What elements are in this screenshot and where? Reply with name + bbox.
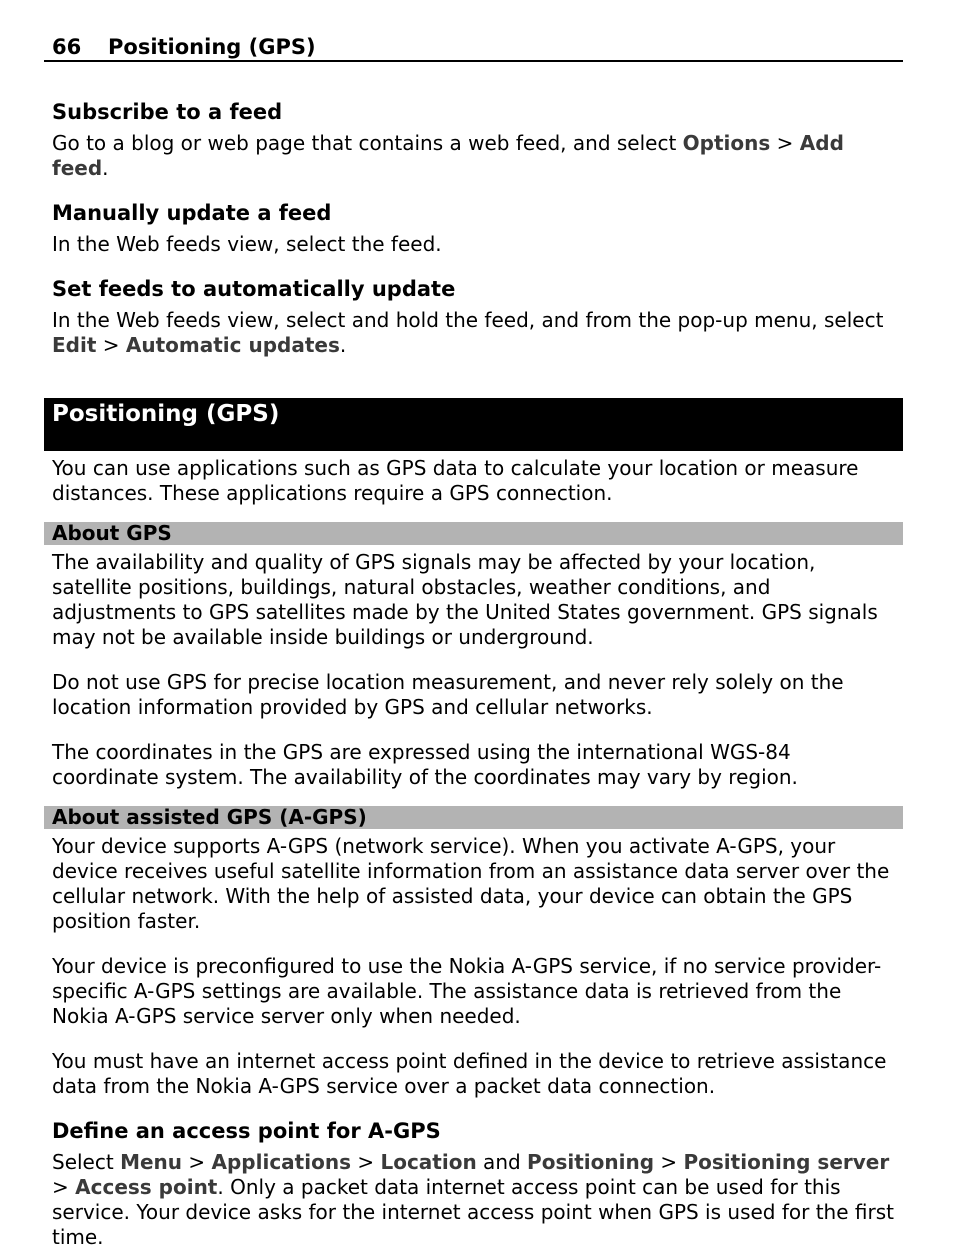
section-title: Positioning (GPS) — [44, 398, 903, 451]
page-number: 66 — [52, 35, 82, 59]
applications-ref: Applications — [211, 1150, 351, 1174]
about-agps-paragraph: You must have an internet access point defined in the device to retrieve assistance data from the Nokia A-GPS service over a packet data connection. — [52, 1049, 887, 1098]
access-point-ref: Access point — [75, 1175, 218, 1199]
manual-update-heading: Manually update a feed — [52, 201, 332, 225]
about-gps-paragraph: The availability and quality of GPS signals may be affected by your location, satellite positions, buildings, natural obstacles, weather conditions, and adjustments to GPS satellites made by the United States government. GPS signals may not be available inside buildings or underground. — [52, 550, 878, 649]
positioning-intro: You can use applications such as GPS data to calculate your location or measure distances. These applications require a GPS connection. — [52, 456, 859, 505]
edit-menu-ref: Edit — [52, 333, 97, 357]
automatic-updates-menu-ref: Automatic updates — [125, 333, 340, 357]
running-header — [44, 34, 903, 62]
define-access-point-text: Select Menu > Applications > Location and Positioning > Positioning server > Access point. Only a packet data internet access point can be used for this service. Your device asks for the internet access point when GPS is used for the first time. — [52, 1150, 894, 1249]
about-gps-heading: About GPS — [44, 522, 903, 545]
auto-update-text: In the Web feeds view, select and hold the feed, and from the pop-up menu, select Edit > Automatic updates. — [52, 308, 884, 357]
add-feed-menu-ref: Add feed — [52, 131, 844, 180]
options-menu-ref: Options — [682, 131, 771, 155]
about-agps-heading: About assisted GPS (A-GPS) — [44, 806, 903, 829]
positioning-server-ref: Positioning server — [683, 1150, 890, 1174]
about-gps-paragraph: The coordinates in the GPS are expressed using the international WGS-84 coordinate system. The availability of the coordinates may vary by region. — [52, 740, 798, 789]
auto-update-heading: Set feeds to automatically update — [52, 277, 456, 301]
manual-update-text: In the Web feeds view, select the feed. — [52, 232, 442, 256]
about-agps-paragraph: Your device is preconfigured to use the Nokia A-GPS service, if no service provider-specific A-GPS settings are available. The assistance data is retrieved from the Nokia A-GPS service server only when needed. — [52, 954, 882, 1028]
page-content — [44, 34, 903, 1250]
positioning-ref: Positioning — [527, 1150, 655, 1174]
about-agps-paragraph: Your device supports A-GPS (network service). When you activate A-GPS, your device receives useful satellite information from an assistance data server over the cellular network. With the help of assisted data, your device can obtain the GPS position faster. — [52, 834, 890, 933]
about-gps-paragraph: Do not use GPS for precise location measurement, and never rely solely on the location information provided by GPS and cellular networks. — [52, 670, 844, 719]
subscribe-feed-heading: Subscribe to a feed — [52, 100, 283, 124]
location-ref: Location — [380, 1150, 477, 1174]
menu-ref: Menu — [120, 1150, 183, 1174]
chapter-title: Positioning (GPS) — [108, 35, 316, 59]
define-access-point-heading: Define an access point for A-GPS — [52, 1119, 441, 1143]
content — [44, 62, 903, 1250]
subscribe-feed-text: Go to a blog or web page that contains a web feed, and select Options > Add feed. — [52, 131, 844, 180]
